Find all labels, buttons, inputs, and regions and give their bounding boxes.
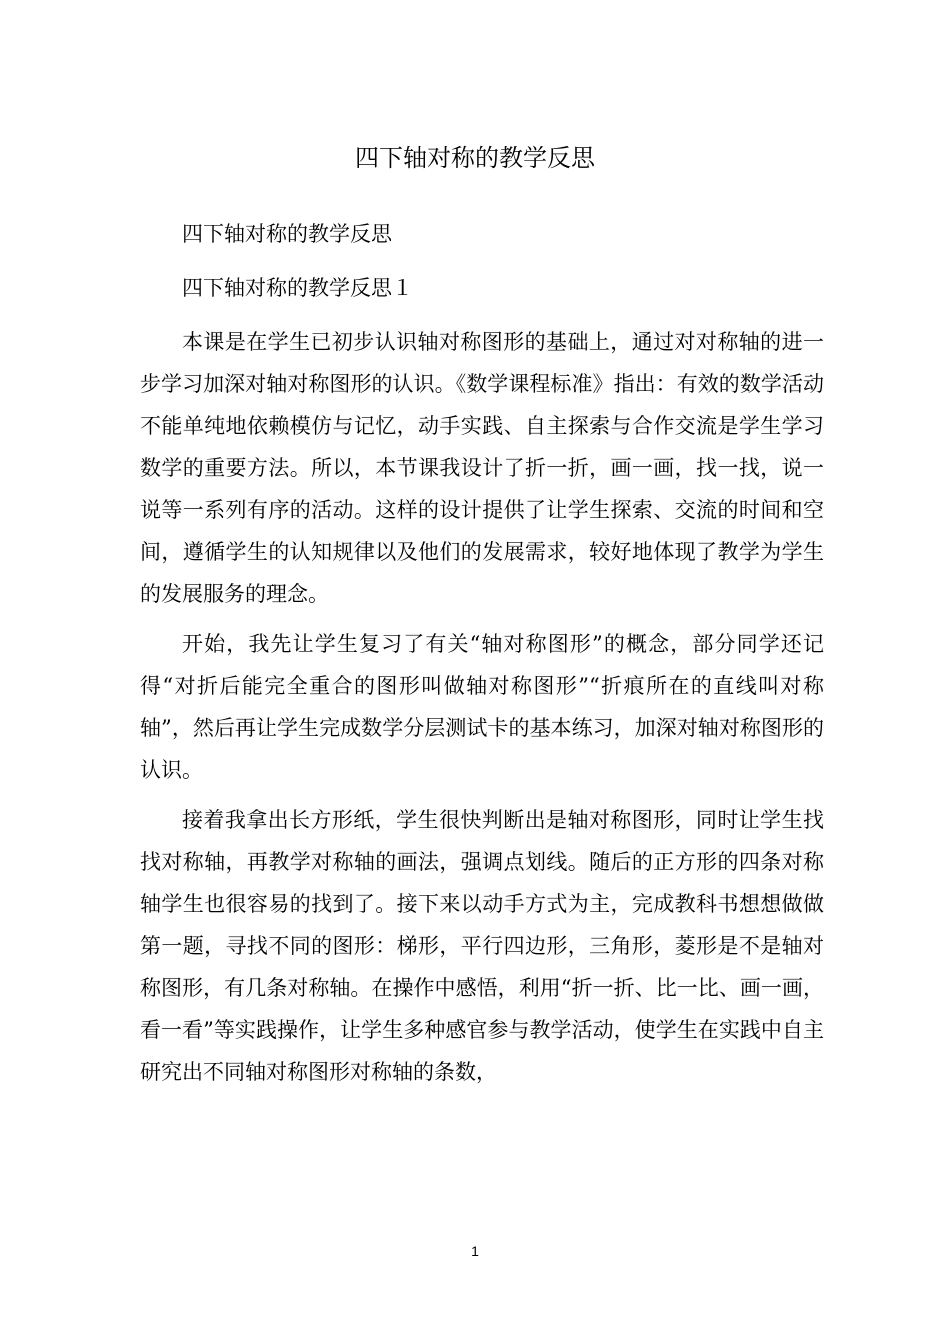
paragraph-2: 开始，我先让学生复习了有关“轴对称图形”的概念，部分同学还记得“对折后能完全重合的图形叫做轴对称图形”“折痕所在的直线叫对称轴”，然后再让学生完成数学分层测试卡的基本练习，加深对轴对称图形的认识。 xyxy=(140,632,824,782)
document-body xyxy=(140,213,824,1101)
document-title: 四下轴对称的教学反思 xyxy=(355,144,595,172)
section-heading: 四下轴对称的教学反思１ xyxy=(182,276,413,300)
paragraph-3: 接着我拿出长方形纸，学生很快判断出是轴对称图形，同时让学生找找对称轴，再教学对称轴的画法，强调点划线。随后的正方形的四条对称轴学生也很容易的找到了。接下来以动手方式为主，完成教科书想想做做第一题，寻找不同的图形：梯形，平行四边形，三角形，菱形是不是轴对称图形，有几条对称轴。在操作中感悟，利用“折一折、比一比、画一画，看一看”等实践操作，让学生多种感官参与教学活动，使学生在实践中自主研究出不同轴对称图形对称轴的条数， xyxy=(140,808,824,1084)
page-number: 1 xyxy=(471,1243,479,1259)
document-subtitle: 四下轴对称的教学反思 xyxy=(182,222,392,246)
paragraph-1: 本课是在学生已初步认识轴对称图形的基础上，通过对对称轴的进一步学习加深对轴对称图形的认识。《数学课程标准》指出：有效的数学活动不能单纯地依赖模仿与记忆，动手实践、自主探索与合作交流是学生学习数学的重要方法。所以，本节课我设计了折一折，画一画，找一找，说一说等一系列有序的活动。这样的设计提供了让学生探索、交流的时间和空间，遵循学生的认知规律以及他们的发展需求，较好地体现了教学为学生的发展服务的理念。 xyxy=(140,330,824,606)
